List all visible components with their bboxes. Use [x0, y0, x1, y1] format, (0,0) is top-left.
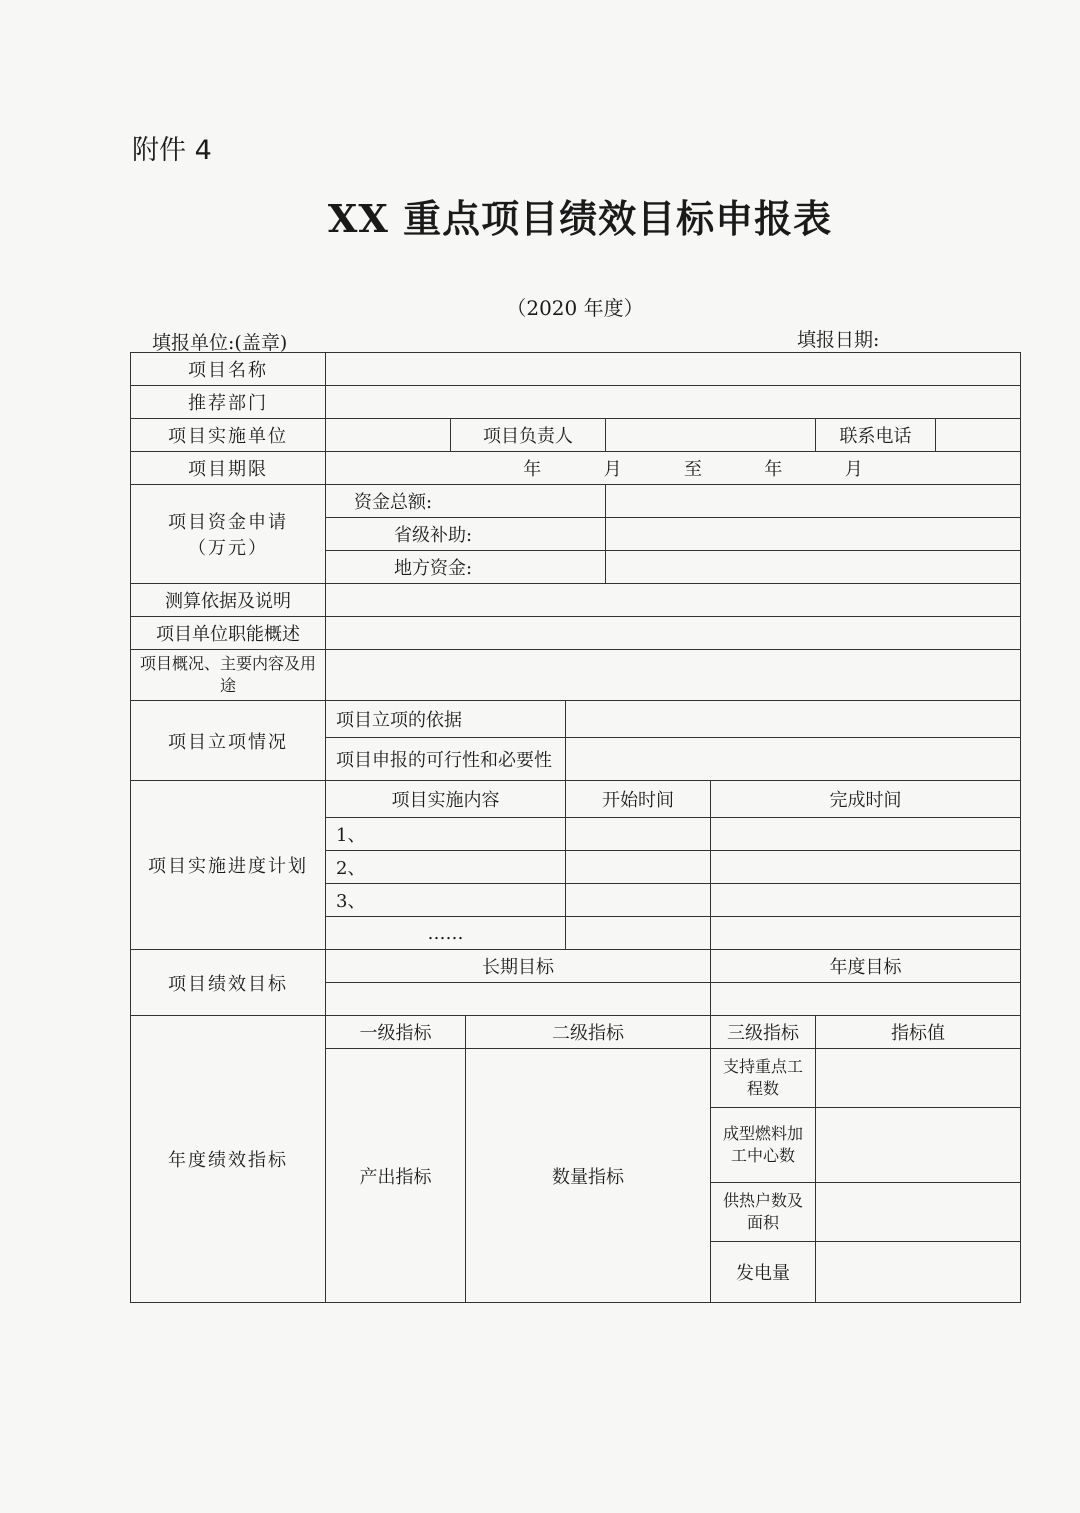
schedule-end-1[interactable] — [711, 818, 1021, 851]
row-project-period — [131, 452, 1021, 485]
level3-item-2: 成型燃料加工中心数 — [711, 1108, 816, 1183]
schedule-end-more[interactable] — [711, 917, 1021, 950]
row-schedule-header — [131, 781, 1021, 818]
indicator-value-4[interactable] — [816, 1242, 1021, 1303]
annual-goal-field[interactable] — [711, 983, 1021, 1016]
funding-total-field[interactable] — [606, 485, 1021, 518]
period-month-end: 月 — [844, 459, 863, 480]
annual-goal-header: 年度目标 — [711, 950, 1021, 983]
fill-unit-label: 填报单位:(盖章) — [152, 332, 288, 354]
row-implementing-unit — [131, 419, 1021, 452]
schedule-label: 项目实施进度计划 — [131, 781, 326, 950]
project-leader-field[interactable] — [606, 419, 816, 452]
annual-indicator-label: 年度绩效指标 — [131, 1016, 326, 1303]
attachment-label: 附件 4 — [132, 135, 212, 166]
funding-unit: （万元） — [188, 538, 268, 559]
form-title: XX 重点项目绩效目标申报表 — [327, 196, 833, 241]
period-year-end: 年 — [764, 459, 783, 480]
indicator-value-3[interactable] — [816, 1183, 1021, 1242]
level2-header: 二级指标 — [466, 1016, 711, 1049]
funding-province-field[interactable] — [606, 518, 1021, 551]
indicator-value-1[interactable] — [816, 1049, 1021, 1108]
unit-function-field[interactable] — [326, 617, 1021, 650]
schedule-start-header: 开始时间 — [566, 781, 711, 818]
unit-function-label: 项目单位职能概述 — [131, 617, 326, 650]
schedule-item-2[interactable]: 2、 — [326, 851, 566, 884]
period-to: 至 — [683, 459, 702, 480]
row-overview — [131, 650, 1021, 701]
implementing-unit-field[interactable] — [326, 419, 451, 452]
schedule-end-3[interactable] — [711, 884, 1021, 917]
establish-label: 项目立项情况 — [131, 701, 326, 781]
recommending-dept-field[interactable] — [326, 386, 1021, 419]
form-year: （2020 年度） — [506, 296, 644, 320]
funding-province-label: 省级补助: — [326, 518, 606, 551]
funding-label — [131, 485, 326, 584]
period-year-start: 年 — [523, 459, 542, 480]
project-period-label: 项目期限 — [131, 452, 326, 485]
level3-item-4: 发电量 — [711, 1242, 816, 1303]
long-term-goal-field[interactable] — [326, 983, 711, 1016]
schedule-start-1[interactable] — [566, 818, 711, 851]
funding-title: 项目资金申请 — [168, 512, 288, 533]
schedule-start-3[interactable] — [566, 884, 711, 917]
establish-basis-field[interactable] — [566, 701, 1021, 738]
schedule-end-2[interactable] — [711, 851, 1021, 884]
row-calc-basis — [131, 584, 1021, 617]
schedule-end-header: 完成时间 — [711, 781, 1021, 818]
long-term-goal-header: 长期目标 — [326, 950, 711, 983]
output-indicator-cell: 产出指标 — [326, 1049, 466, 1303]
implementing-unit-label: 项目实施单位 — [131, 419, 326, 452]
indicator-value-2[interactable] — [816, 1108, 1021, 1183]
row-project-name — [131, 353, 1021, 386]
schedule-item-1[interactable]: 1、 — [326, 818, 566, 851]
level3-item-1: 支持重点工程数 — [711, 1049, 816, 1108]
overview-label: 项目概况、主要内容及用途 — [131, 650, 326, 701]
schedule-item-more: …… — [326, 917, 566, 950]
schedule-start-2[interactable] — [566, 851, 711, 884]
indicator-value-header: 指标值 — [816, 1016, 1021, 1049]
level1-header: 一级指标 — [326, 1016, 466, 1049]
application-form-table — [130, 352, 1021, 1303]
row-indicator-header — [131, 1016, 1021, 1049]
fill-date-label: 填报日期: — [797, 329, 880, 351]
quantity-indicator-cell: 数量指标 — [466, 1049, 711, 1303]
schedule-content-header: 项目实施内容 — [326, 781, 566, 818]
level3-header: 三级指标 — [711, 1016, 816, 1049]
overview-field[interactable] — [326, 650, 1021, 701]
establish-feasibility-field[interactable] — [566, 738, 1021, 781]
period-month-start: 月 — [603, 459, 622, 480]
project-period-field[interactable] — [326, 452, 1021, 485]
recommending-dept-label: 推荐部门 — [131, 386, 326, 419]
row-establish-basis — [131, 701, 1021, 738]
establish-basis-label: 项目立项的依据 — [326, 701, 566, 738]
schedule-item-3[interactable]: 3、 — [326, 884, 566, 917]
project-leader-label: 项目负责人 — [451, 419, 606, 452]
row-perf-goal-header — [131, 950, 1021, 983]
project-name-label: 项目名称 — [131, 353, 326, 386]
calc-basis-field[interactable] — [326, 584, 1021, 617]
schedule-start-more[interactable] — [566, 917, 711, 950]
funding-local-label: 地方资金: — [326, 551, 606, 584]
contact-phone-label: 联系电话 — [816, 419, 936, 452]
establish-feasibility-label: 项目申报的可行性和必要性 — [326, 738, 566, 781]
row-recommending-dept — [131, 386, 1021, 419]
project-name-field[interactable] — [326, 353, 1021, 386]
row-funding-total — [131, 485, 1021, 518]
contact-phone-field[interactable] — [936, 419, 1021, 452]
perf-goal-label: 项目绩效目标 — [131, 950, 326, 1016]
funding-local-field[interactable] — [606, 551, 1021, 584]
funding-total-label: 资金总额: — [326, 485, 606, 518]
level3-item-3: 供热户数及面积 — [711, 1183, 816, 1242]
calc-basis-label: 测算依据及说明 — [131, 584, 326, 617]
row-unit-function — [131, 617, 1021, 650]
